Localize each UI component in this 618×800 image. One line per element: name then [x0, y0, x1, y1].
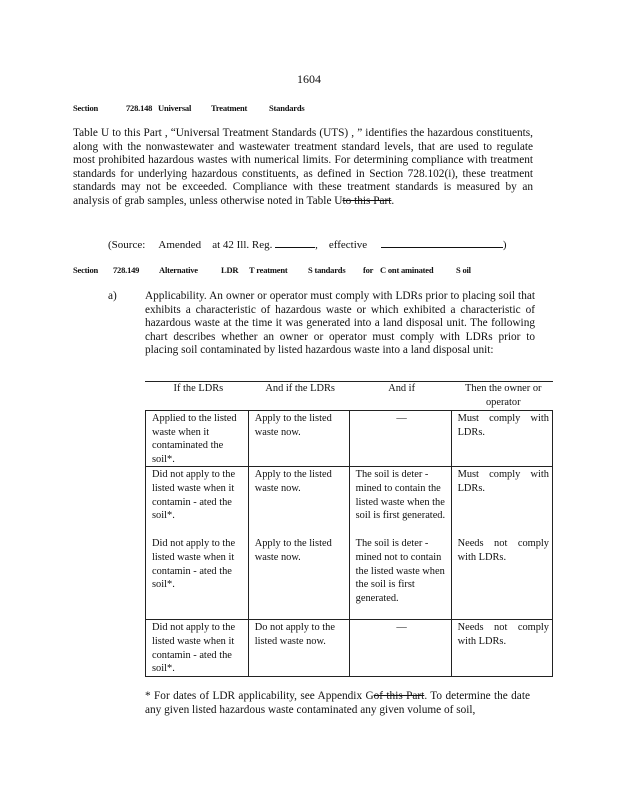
table-cell: Apply to the listed waste now.	[248, 467, 349, 537]
table-cell: The soil is deter - mined to contain the listed waste when the soil is first generated.	[349, 467, 451, 537]
register-blank	[275, 237, 315, 248]
ldr-applicability-table	[145, 381, 553, 677]
source-prefix: (Source:	[108, 239, 146, 251]
table-footnote	[145, 690, 530, 717]
section-label: Section	[73, 103, 99, 113]
table-cell: Apply to the listed waste now.	[248, 536, 349, 620]
source-register: at 42 Ill. Reg.	[212, 239, 273, 251]
table-cell: Did not apply to the listed waste when it contamin - ated the soil*.	[146, 620, 249, 676]
source-amended: Amended	[158, 239, 202, 251]
table-row	[146, 411, 553, 467]
section-title-word: LDR	[221, 265, 239, 275]
table-cell: Applied to the listed waste when it contaminated the soil*.	[146, 411, 249, 467]
section-title-word: C ont aminated	[380, 265, 434, 275]
footnote-text: * For dates of LDR applicability, see Appendix G	[145, 690, 374, 702]
table-cell: Apply to the listed waste now.	[248, 411, 349, 467]
section-number: 728.148	[126, 103, 153, 113]
section-title-word: T reatment	[249, 265, 288, 275]
table-row	[146, 467, 553, 537]
table-row	[146, 536, 553, 620]
uts-paragraph-text: Table U to this Part , “Universal Treatment Standards (UTS) , ” identifies the hazardous constituents, along with the nonwastewater and wastewater treatment standard levels, that are used to regulate most prohibited hazardous wastes with numerical limits. For determining compliance with treatment standards for underlying hazardous constituents, as defined in Section 728.102(i), these treatment standards may not be exceeded. Compliance with these treatment standards is measured by an analysis of grab samples, unless otherwise noted in Table U	[73, 127, 533, 207]
table-header-cell: If the LDRs	[173, 383, 224, 394]
source-suffix: )	[502, 239, 507, 251]
table-cell: Do not apply to the listed waste now.	[248, 620, 349, 676]
table-cell: Needs not comply with LDRs.	[451, 536, 552, 620]
table-header-cell: And if	[388, 383, 416, 394]
effective-date-blank	[381, 237, 503, 248]
paragraph-end: .	[391, 194, 395, 207]
source-effective: effective	[328, 239, 368, 251]
section-number: 728.149	[113, 265, 140, 275]
table-cell: —	[349, 620, 451, 676]
table-header-cell: And if the LDRs	[265, 383, 335, 394]
table-cell: Did not apply to the listed waste when it contamin - ated the soil*.	[146, 536, 249, 620]
section-heading-728-148	[73, 103, 373, 115]
section-title-word: S tandards	[308, 265, 346, 275]
table-cell: Did not apply to the listed waste when it contamin - ated the soil*.	[146, 467, 249, 537]
section-title-word: Universal	[158, 103, 192, 113]
section-title-word: for	[363, 265, 374, 275]
table-cell: Must comply with LDRs.	[451, 467, 552, 537]
item-a-text: Applicability. An owner or operator must comply with LDRs prior to placing soil that exhibits a characteristic of hazardous waste or which exhibited a characteristic of hazardous waste at the time it was generated into a land disposal unit. The following chart describes whether an owner or operator must comply with LDRs prior to placing soil contaminated by listed hazardous waste into a land disposal unit:	[145, 290, 535, 357]
table-cell: —	[349, 411, 451, 467]
table-cell: Must comply with LDRs.	[451, 411, 552, 467]
section-title-word: S oil	[456, 265, 471, 275]
section-title-word: Treatment	[211, 103, 248, 113]
section-title-word: Alternative	[159, 265, 198, 275]
struck-text: to this Part	[342, 194, 392, 207]
table-header-row	[146, 381, 553, 411]
table-cell: Needs not comply with LDRs.	[451, 620, 552, 676]
footnote-rest: . To determine the date any given listed hazardous waste contaminated any given volume of soil,	[145, 690, 530, 716]
table-row	[146, 620, 553, 676]
item-a-label: a)	[108, 290, 117, 302]
table-header-cell: Then the owner or operator	[465, 383, 542, 408]
section-label: Section	[73, 265, 99, 275]
table-cell: The soil is deter - mined not to contain the listed waste when the soil is first generated.	[349, 536, 451, 620]
page-number: 1604	[297, 72, 321, 86]
source-comma: ,	[315, 239, 318, 251]
source-note	[108, 237, 507, 251]
uts-paragraph	[73, 127, 533, 209]
section-title-word: Standards	[269, 103, 305, 113]
section-heading-728-149	[73, 265, 493, 277]
struck-text: of this Part	[373, 690, 425, 702]
